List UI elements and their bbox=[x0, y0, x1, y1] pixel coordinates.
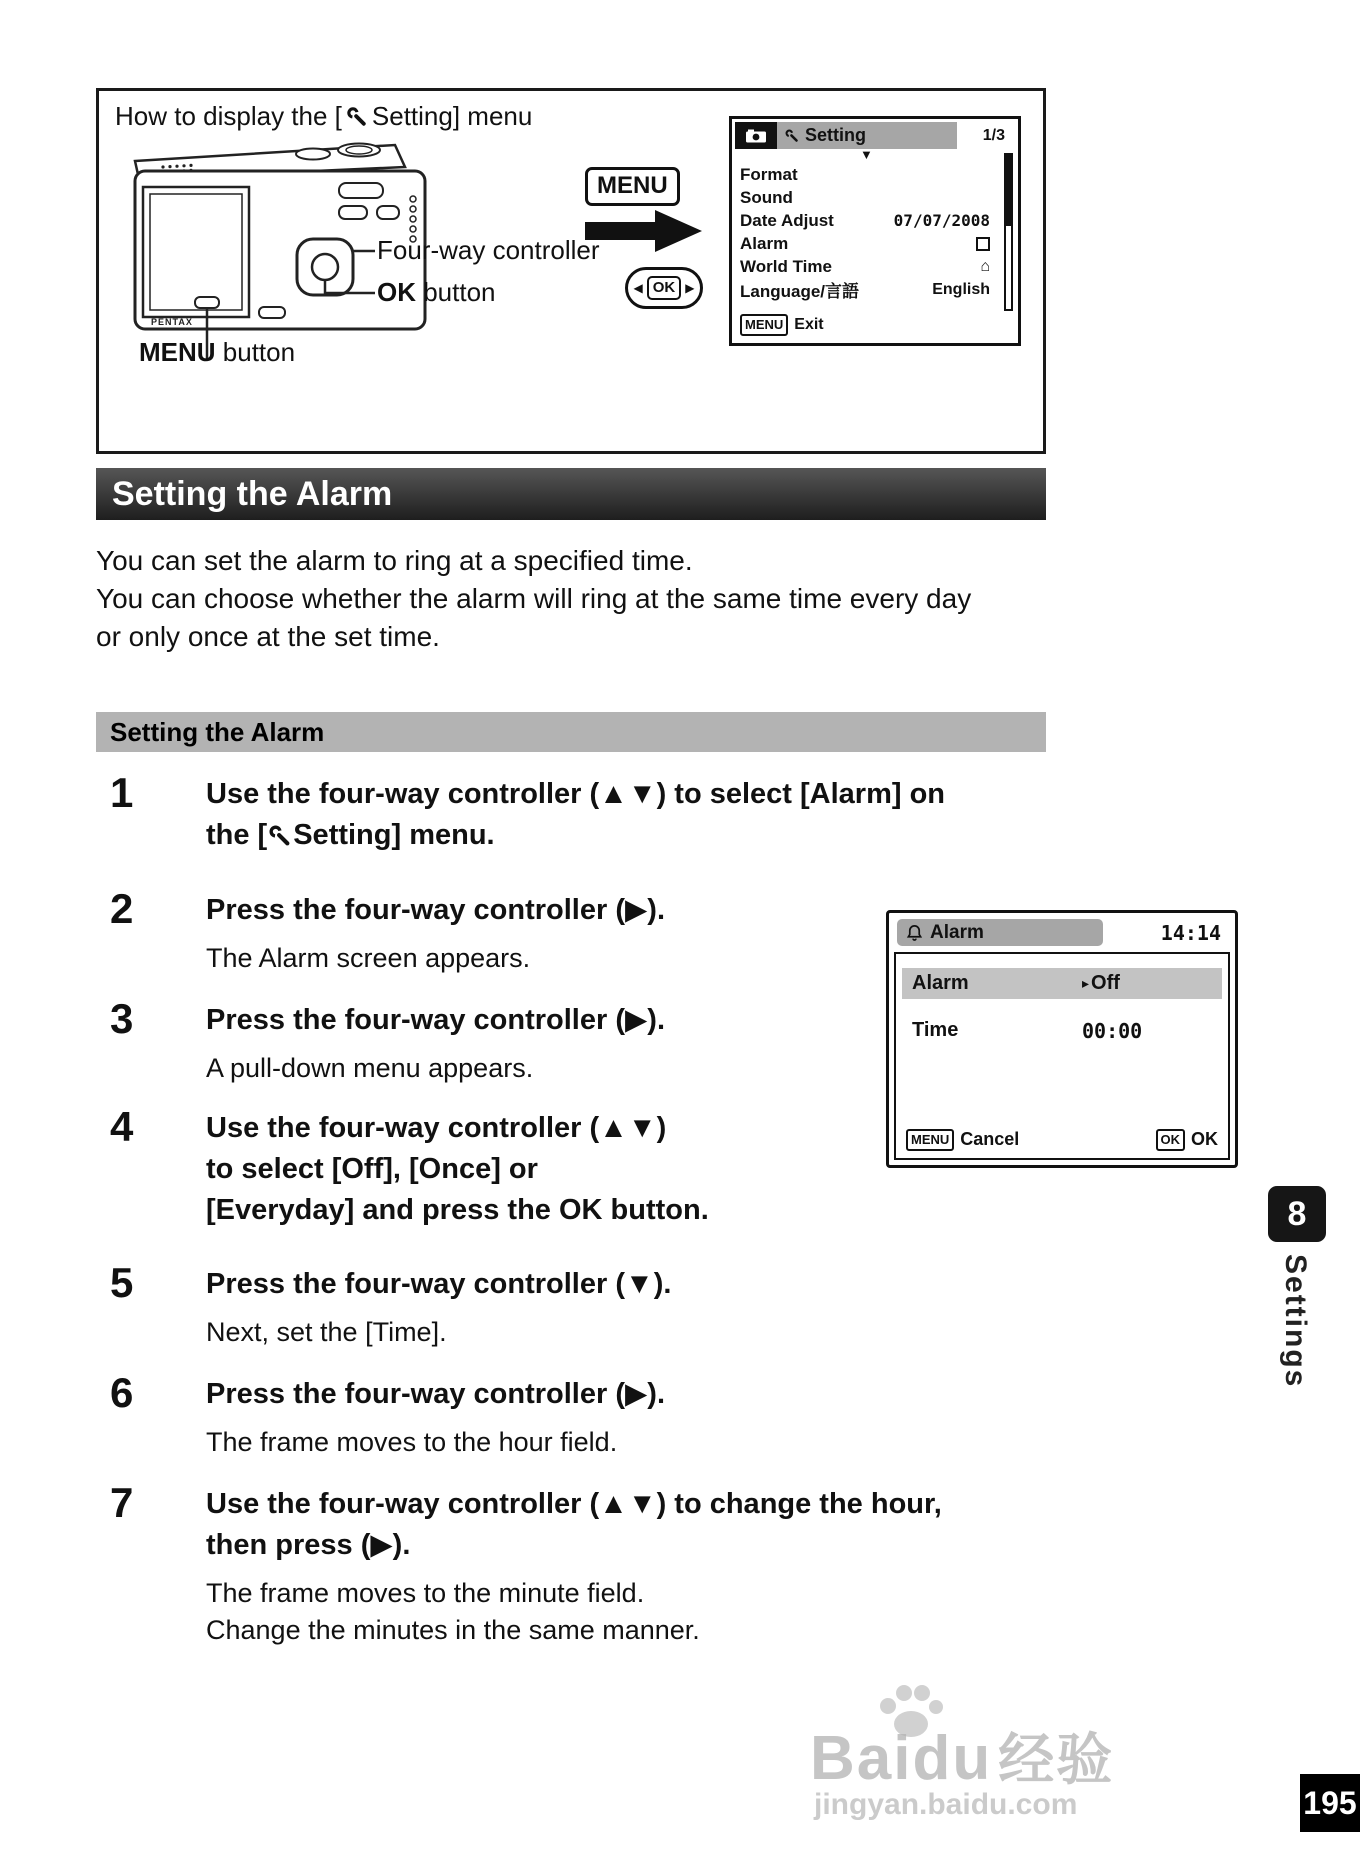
intro-line: You can set the alarm to ring at a specified time. bbox=[96, 545, 693, 576]
step-number: 3 bbox=[110, 995, 134, 1042]
step-2: 2 Press the four-way controller (▶). The Alarm screen appears. bbox=[110, 885, 666, 973]
ok-key-badge: OK bbox=[647, 276, 682, 300]
setting-menu-screen bbox=[729, 116, 1021, 346]
step-number: 5 bbox=[110, 1259, 134, 1306]
alarm-screen-body bbox=[894, 952, 1230, 1160]
step-number: 1 bbox=[110, 769, 134, 816]
pointer-right-icon: ▸ bbox=[1082, 975, 1090, 991]
scrollbar bbox=[1004, 153, 1013, 311]
howto-title-pre: How to display the [ bbox=[115, 101, 342, 131]
time-row: Time 00:00 bbox=[912, 1018, 1143, 1043]
label-four-way-controller: Four-way controller bbox=[377, 235, 600, 265]
menu-page-indicator: 1/3 bbox=[982, 126, 1005, 144]
intro-line: You can choose whether the alarm will ring at the same time every day bbox=[96, 583, 972, 614]
ok-key-pad bbox=[625, 267, 703, 309]
menu-item-alarm: Alarm bbox=[740, 232, 990, 255]
step-number: 6 bbox=[110, 1369, 134, 1416]
alarm-screen-title-bar bbox=[897, 919, 1103, 946]
step-number: 7 bbox=[110, 1479, 134, 1526]
watermark-brand: Baidu 经验 bbox=[810, 1724, 1115, 1793]
chapter-number-tab: 8 bbox=[1268, 1186, 1326, 1242]
subsection-title: Setting the Alarm bbox=[96, 712, 1046, 752]
alarm-screen bbox=[886, 910, 1238, 1168]
menu-key-badge: MENU bbox=[906, 1129, 954, 1151]
menu-key-badge: MENU bbox=[585, 167, 680, 206]
menu-item-world-time: World Time ⌂ bbox=[740, 256, 990, 276]
section-title: Setting the Alarm bbox=[96, 468, 1046, 520]
wrench-setting-icon bbox=[784, 128, 800, 144]
step-5: 5 Press the four-way controller (▼). Next, set the [Time]. bbox=[110, 1259, 672, 1347]
left-arrow-icon: ◀ bbox=[633, 281, 643, 295]
menu-item-language: Language/言語 English bbox=[740, 280, 990, 301]
step-4: 4 Use the four-way controller (▲▼) to select [Off], [Once] or [Everyday] and press the OK button. bbox=[110, 1103, 709, 1226]
setting-menu-title: Setting bbox=[805, 125, 866, 145]
section-intro bbox=[96, 542, 971, 656]
home-icon: ⌂ bbox=[980, 257, 990, 275]
empty-checkbox-icon bbox=[976, 237, 990, 251]
step-number: 2 bbox=[110, 885, 134, 932]
chapter-label: Settings bbox=[1279, 1254, 1312, 1389]
cancel-hint: MENU Cancel bbox=[906, 1129, 1019, 1151]
setting-menu-header bbox=[735, 122, 1015, 149]
step-1: 1 Use the four-way controller (▲▼) to select [Alarm] on the [ Setting] menu. bbox=[110, 769, 946, 851]
alarm-row-selected: Alarm ▸ Off bbox=[902, 968, 1222, 999]
watermark-url: jingyan.baidu.com bbox=[814, 1788, 1078, 1821]
camera-icon bbox=[745, 129, 767, 143]
alarm-screen-footer bbox=[906, 1129, 1218, 1151]
step-3: 3 Press the four-way controller (▶). A pull-down menu appears. bbox=[110, 995, 666, 1083]
page-number: 195 bbox=[1300, 1774, 1360, 1832]
step-6: 6 Press the four-way controller (▶). The frame moves to the hour field. bbox=[110, 1369, 666, 1457]
intro-line: or only once at the set time. bbox=[96, 621, 440, 652]
camera-brand-label: PENTAX bbox=[151, 317, 193, 327]
setting-menu-title-bar bbox=[777, 122, 957, 149]
menu-item-format: Format bbox=[740, 164, 798, 184]
ok-button-icon bbox=[312, 254, 338, 280]
step-number: 4 bbox=[110, 1103, 134, 1150]
right-arrow-icon: ▶ bbox=[685, 281, 695, 295]
ok-key-badge: OK bbox=[1156, 1129, 1186, 1151]
scrollbar-thumb bbox=[1006, 155, 1011, 226]
wrench-setting-icon bbox=[267, 823, 293, 849]
alarm-screen-title: Alarm bbox=[930, 921, 984, 943]
menu-button-icon bbox=[195, 297, 219, 308]
label-ok-button: OK button bbox=[377, 277, 496, 307]
clock-time: 14:14 bbox=[1160, 921, 1221, 945]
menu-item-sound: Sound bbox=[740, 187, 793, 207]
camera-mode-tab bbox=[735, 122, 777, 149]
howto-display-box bbox=[96, 88, 1046, 454]
exit-label: Exit bbox=[794, 315, 824, 333]
scroll-down-icon: ▼ bbox=[860, 147, 873, 162]
howto-title-post: Setting] menu bbox=[371, 101, 533, 131]
label-menu-button: MENU button bbox=[139, 337, 296, 367]
alarm-bell-icon bbox=[906, 924, 923, 941]
menu-key-badge: MENU bbox=[740, 314, 788, 336]
arrow-right-icon bbox=[585, 209, 703, 253]
setting-menu-footer bbox=[740, 314, 824, 336]
setting-menu-items bbox=[740, 163, 990, 301]
ok-hint: OK OK bbox=[1156, 1129, 1219, 1151]
menu-item-date-adjust: Date Adjust 07/07/2008 bbox=[740, 210, 990, 230]
step-7: 7 Use the four-way controller (▲▼) to change the hour, then press (▶). The frame moves to the minute field. Change the minutes in the same manner. bbox=[110, 1479, 942, 1645]
